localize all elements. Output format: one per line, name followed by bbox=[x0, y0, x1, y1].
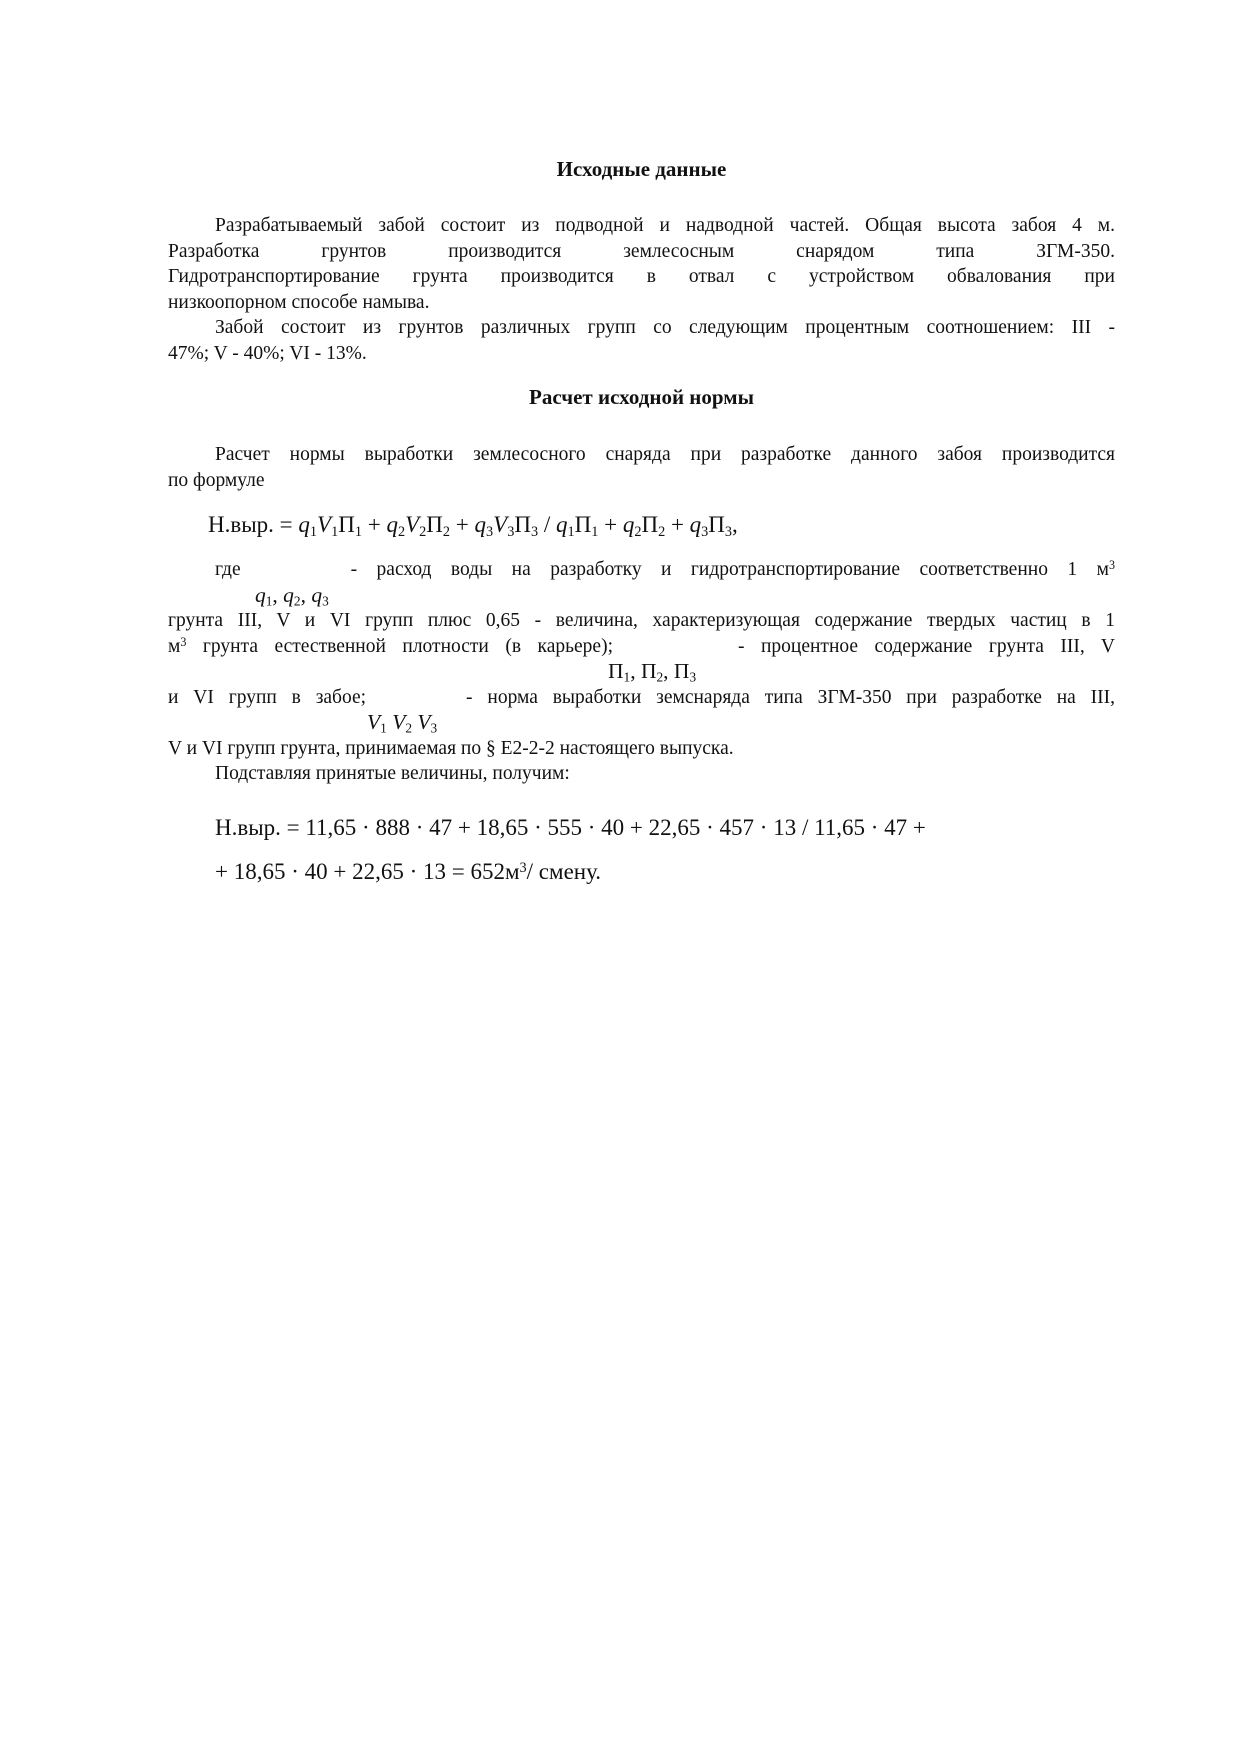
subscript: 2 bbox=[442, 523, 451, 540]
where-line-q-description bbox=[168, 557, 1115, 583]
formula-segment: П bbox=[640, 659, 657, 683]
formula-segment: V bbox=[493, 512, 508, 537]
superscript: 3 bbox=[519, 859, 527, 876]
formula-segment: , bbox=[272, 582, 284, 607]
text-line: низкоопорном способе намыва. bbox=[168, 291, 430, 313]
formula-segment: П bbox=[426, 512, 443, 537]
where-line-p-description bbox=[168, 634, 1115, 660]
paragraph-site-description bbox=[168, 213, 1115, 315]
subscript: 3 bbox=[724, 523, 733, 540]
formula-segment: П bbox=[708, 512, 725, 537]
subscript: 3 bbox=[486, 523, 494, 540]
formula-segment: q bbox=[689, 512, 702, 537]
paragraph-soil-groups bbox=[168, 315, 1115, 366]
subscript: 1 bbox=[331, 523, 339, 540]
where-line-reference: V и VI групп грунта, принимаемая по § Е2-2-2 настоящего выпуска. bbox=[168, 737, 734, 759]
superscript: 3 bbox=[1108, 557, 1115, 572]
formula-segment: , bbox=[732, 512, 738, 537]
formula-segment: + bbox=[361, 512, 387, 537]
formula-segment: П bbox=[514, 512, 531, 537]
formula-numeric-line2 bbox=[215, 850, 1115, 894]
formula-segment: V bbox=[367, 710, 381, 734]
variables-q bbox=[255, 583, 1115, 609]
text-line: Разрабатываемый забой состоит из подводной и надводной частей. Общая высота забоя 4 м. bbox=[215, 215, 1115, 236]
formula-segment: / смену. bbox=[526, 858, 602, 884]
formula-segment: q bbox=[386, 512, 398, 537]
subscript: 3 bbox=[507, 523, 515, 540]
subscript: 3 bbox=[689, 669, 697, 685]
paragraph-calc-intro bbox=[168, 442, 1115, 493]
subscript: 2 bbox=[419, 523, 427, 540]
v-description-left: и VI групп в забое; bbox=[168, 686, 367, 708]
formula-segment: , bbox=[630, 659, 641, 683]
subscript: 2 bbox=[293, 593, 301, 609]
subscript: 1 bbox=[623, 669, 631, 685]
formula-segment: П bbox=[608, 659, 624, 683]
text-line: Гидротранспортирование грунта производится в отвал с устройством обвалования при bbox=[168, 266, 1115, 287]
q-description bbox=[351, 559, 1115, 580]
where-label: где bbox=[215, 559, 241, 580]
subscript: 2 bbox=[405, 720, 412, 736]
subscript: 2 bbox=[634, 523, 642, 540]
formula-segment: V bbox=[392, 710, 406, 734]
subscript: 1 bbox=[354, 523, 362, 540]
formula-segment: + bbox=[665, 512, 690, 537]
formula-segment: П bbox=[641, 512, 659, 537]
formula-norm-general bbox=[208, 508, 1115, 541]
subscript: 1 bbox=[265, 593, 273, 609]
formula-segment: V bbox=[417, 710, 431, 734]
variables-v bbox=[367, 710, 1115, 736]
formula-segment: q bbox=[555, 512, 568, 537]
where-line-v-description bbox=[168, 685, 1115, 711]
subscript: 1 bbox=[309, 523, 318, 540]
subscript: 3 bbox=[701, 523, 709, 540]
variables-p bbox=[608, 659, 1115, 685]
section-title-initial-data: Исходные данные bbox=[556, 157, 727, 181]
formula-segment: q bbox=[474, 512, 486, 537]
subscript: 2 bbox=[658, 523, 666, 540]
formula-segment: , bbox=[663, 659, 674, 683]
text-line: по формуле bbox=[168, 469, 265, 491]
formula-segment: + bbox=[598, 512, 623, 537]
formula-segment: грунта естественной плотности (в карьере); bbox=[186, 635, 613, 657]
section-title-calculation: Расчет исходной нормы bbox=[529, 385, 754, 409]
subscript: 3 bbox=[430, 720, 438, 736]
p-description-left bbox=[168, 636, 613, 657]
formula-segment: q bbox=[622, 512, 635, 537]
subscript: 3 bbox=[322, 593, 329, 609]
subscript: 3 bbox=[530, 523, 539, 540]
formula-segment: q bbox=[298, 512, 310, 537]
formula-segment: q bbox=[283, 582, 294, 607]
formula-segment: q bbox=[311, 582, 323, 607]
text-line: Расчет нормы выработки землесосного снаряда при разработке данного забоя производится bbox=[215, 444, 1115, 465]
subscript: 1 bbox=[591, 523, 599, 540]
subscript: 2 bbox=[656, 669, 664, 685]
subscript: 1 bbox=[567, 523, 575, 540]
formula-segment: - расход воды на разработку и гидротранспортирование соответственно 1 м bbox=[350, 559, 1109, 580]
paragraph-substitute: Подставляя принятые величины, получим: bbox=[215, 763, 570, 784]
formula-segment: П bbox=[574, 512, 592, 537]
text-line: Забой состоит из грунтов различных групп со следующим процентным соотношением: III - bbox=[215, 317, 1115, 338]
text-line: 47%; V - 40%; VI - 13%. bbox=[168, 342, 367, 364]
formula-numeric-line1: Н.выр. = 11,65 · 888 · 47 + 18,65 · 555 · 40 + 22,65 · 457 · 13 / 11,65 · 47 + bbox=[215, 814, 926, 840]
formula-segment: П bbox=[338, 512, 355, 537]
p-description-right: - процентное содержание грунта III, V bbox=[737, 635, 1115, 657]
subscript: 1 bbox=[380, 720, 387, 736]
formula-segment: м bbox=[168, 635, 181, 657]
subscript: 2 bbox=[397, 523, 406, 540]
formula-segment: V bbox=[317, 512, 332, 537]
text-line: Разработка грунтов производится землесосным снарядом типа ЗГМ-350. bbox=[168, 240, 1115, 262]
formula-segment: V bbox=[405, 512, 420, 537]
v-description-right: - норма выработки земснаряда типа ЗГМ-350 при разработке на III, bbox=[466, 686, 1115, 708]
formula-segment: , bbox=[300, 582, 312, 607]
formula-segment: q bbox=[255, 582, 266, 607]
superscript: 3 bbox=[180, 634, 187, 649]
document-page bbox=[168, 0, 1115, 894]
formula-segment: + 18,65 · 40 + 22,65 · 13 = 652м bbox=[215, 858, 520, 884]
where-line-soil-groups: грунта III, V и VI групп плюс 0,65 - величина, характеризующая содержание твердых частиц в 1 bbox=[168, 610, 1115, 631]
formula-segment: / bbox=[538, 512, 556, 537]
formula-segment: П bbox=[673, 659, 690, 683]
formula-segment: Н.выр. = bbox=[208, 512, 299, 537]
formula-segment: + bbox=[450, 512, 475, 537]
